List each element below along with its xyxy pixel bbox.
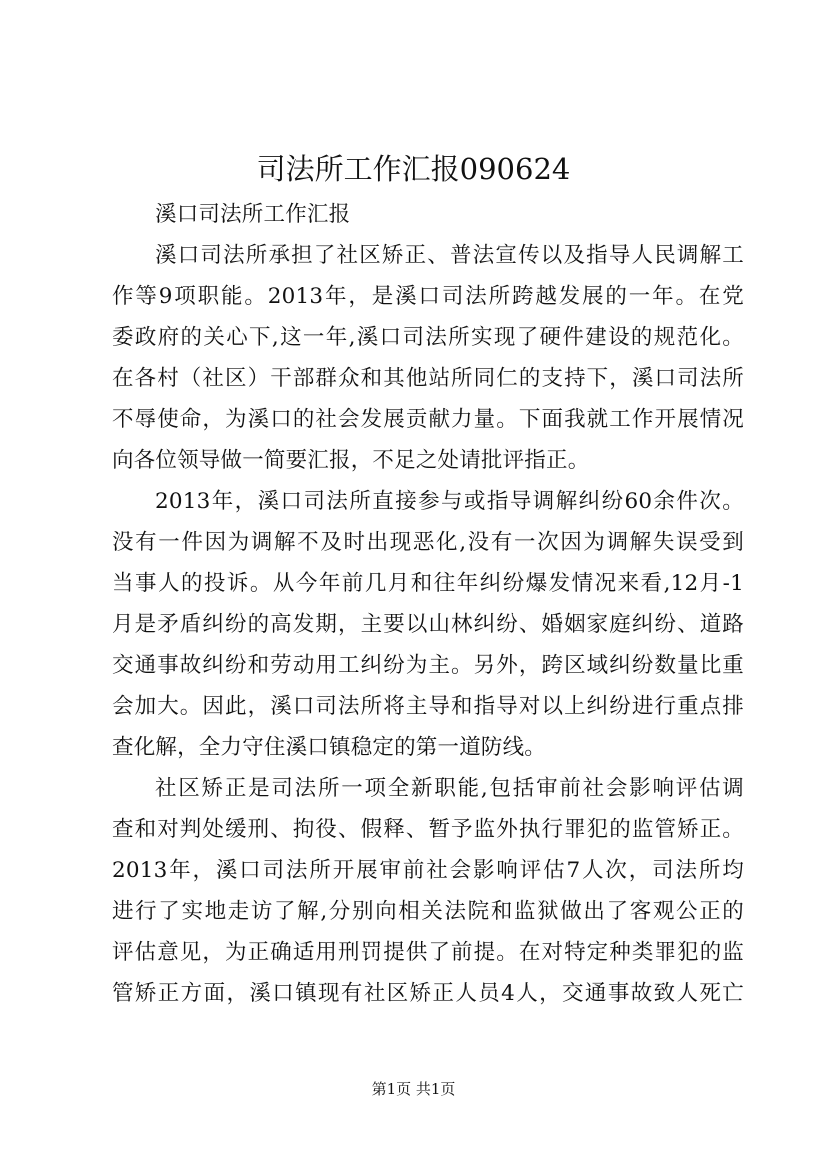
page-footer: 第1页 共1页 — [371, 1080, 456, 1098]
text-line: 管矫正方面，溪口镇现有社区矫正人员4人，交通事故致人死亡 — [112, 981, 744, 1006]
text-line: 2013年，溪口司法所开展审前社会影响评估7人次，司法所均 — [112, 858, 744, 883]
text-line: 在各村（社区）干部群众和其他站所同仁的支持下，溪口司法所 — [112, 366, 744, 391]
text-line: 月是矛盾纠纷的高发期，主要以山林纠纷、婚姻家庭纠纷、道路 — [112, 612, 744, 637]
text-line: 当事人的投诉。从今年前几月和往年纠纷爆发情况来看,12月-1 — [112, 571, 744, 596]
text-line: 查和对判处缓刑、拘役、假释、暂予监外执行罪犯的监管矫正。 — [112, 817, 744, 842]
text-line: 向各位领导做一简要汇报，不足之处请批评指正。 — [112, 448, 590, 473]
text-line: 进行了实地走访了解,分别向相关法院和监狱做出了客观公正的 — [112, 899, 744, 924]
text-line: 溪口司法所工作汇报 — [155, 202, 351, 227]
text-line: 作等9项职能。2013年，是溪口司法所跨越发展的一年。在党 — [112, 284, 744, 309]
text-line: 不辱使命，为溪口的社会发展贡献力量。下面我就工作开展情况 — [112, 407, 744, 432]
text-line: 评估意见，为正确适用刑罚提供了前提。在对特定种类罪犯的监 — [112, 940, 744, 965]
text-line: 交通事故纠纷和劳动用工纠纷为主。另外，跨区域纠纷数量比重 — [112, 653, 744, 678]
document-body — [112, 194, 744, 1014]
text-line: 会加大。因此，溪口司法所将主导和指导对以上纠纷进行重点排 — [112, 694, 744, 719]
text-line: 查化解，全力守住溪口镇稳定的第一道防线。 — [112, 735, 547, 760]
text-line: 溪口司法所承担了社区矫正、普法宣传以及指导人民调解工 — [155, 243, 744, 268]
text-line: 社区矫正是司法所一项全新职能,包括审前社会影响评估调 — [155, 776, 744, 801]
text-line: 没有一件因为调解不及时出现恶化,没有一次因为调解失误受到 — [112, 530, 744, 555]
document-title: 司法所工作汇报090624 — [256, 152, 571, 186]
text-line: 2013年，溪口司法所直接参与或指导调解纠纷60余件次。 — [155, 489, 744, 514]
text-line: 委政府的关心下,这一年,溪口司法所实现了硬件建设的规范化。 — [112, 325, 744, 350]
